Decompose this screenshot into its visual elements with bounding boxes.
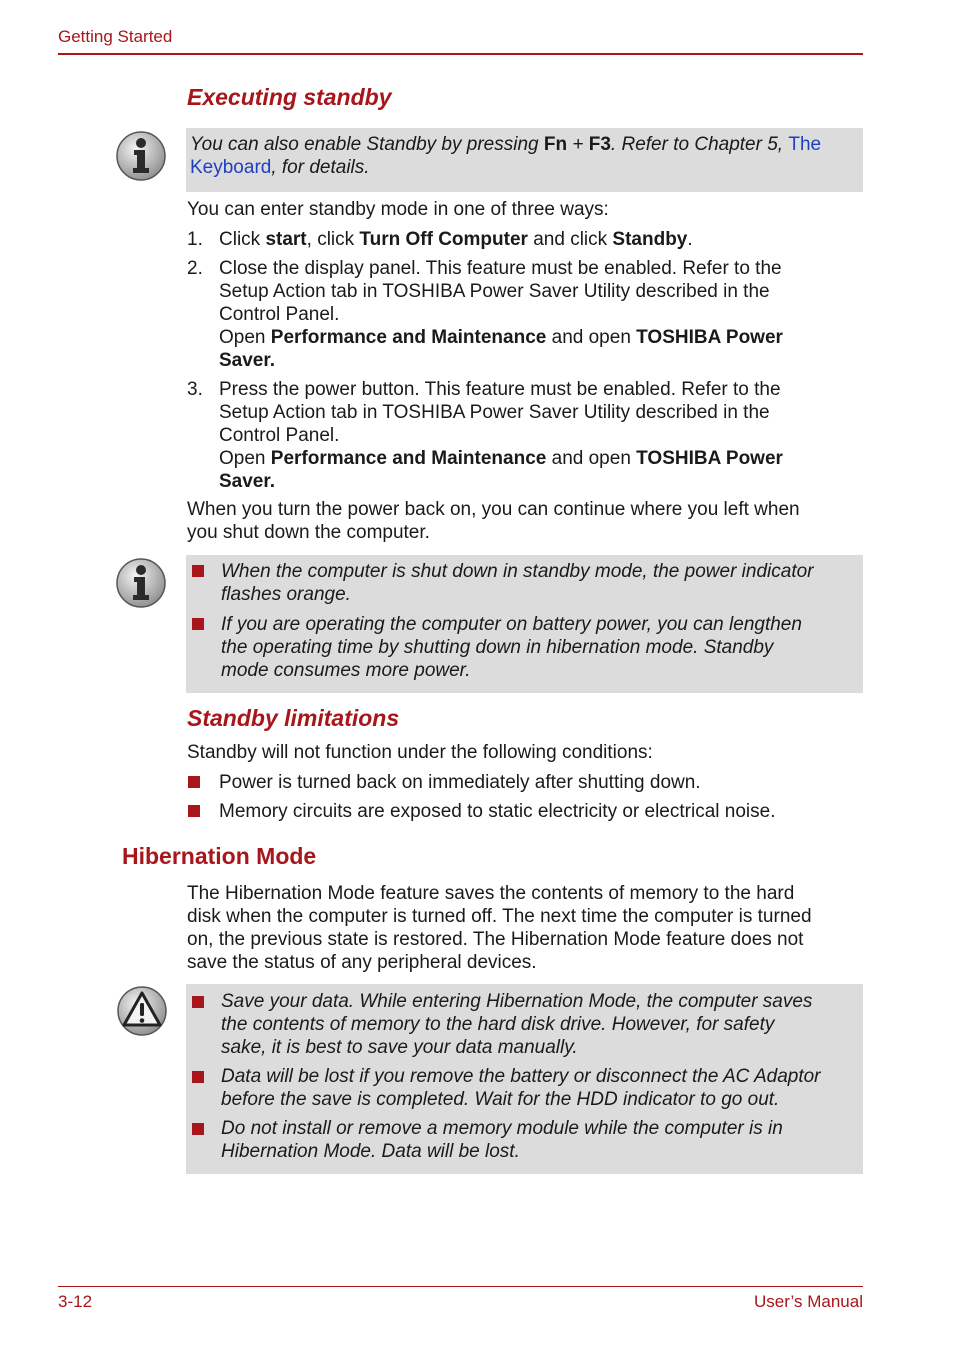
list-item: Data will be lost if you remove the battery or disconnect the AC Adaptor before the save is completed. Wait for the HDD indicator to go out. bbox=[221, 1066, 821, 1110]
list-item: Memory circuits are exposed to static electricity or electrical noise. bbox=[219, 801, 776, 822]
keyboard-chapter-link-cont[interactable]: Keyboard bbox=[190, 157, 272, 178]
step-number: 3. bbox=[187, 379, 203, 400]
list-item: Save your data. While entering Hibernation Mode, the computer saves the contents of memory to the hard disk drive. However, for safety sake, it is best to save your data manually. bbox=[221, 991, 813, 1058]
limitations-intro: Standby will not function under the following conditions: bbox=[187, 742, 653, 763]
bullet-square bbox=[188, 776, 200, 788]
bullet-square bbox=[192, 565, 204, 577]
info-icon bbox=[115, 557, 167, 609]
list-item: Do not install or remove a memory module while the computer is in Hibernation Mode. Data will be lost. bbox=[221, 1118, 783, 1162]
step-2: Close the display panel. This feature must be enabled. Refer to the Setup Action tab in TOSHIBA Power Saver Utility described in the Control Panel. Open Performance and Maintenance and open TOSHIBA Power Saver. bbox=[219, 258, 783, 371]
fn-key: Fn bbox=[543, 134, 568, 155]
standby-info-note bbox=[186, 555, 863, 693]
bullet-square bbox=[192, 618, 204, 630]
running-header: Getting Started bbox=[58, 27, 173, 46]
f3-key: F3 bbox=[588, 134, 611, 155]
page-number: 3-12 bbox=[58, 1292, 93, 1311]
hibernation-paragraph: The Hibernation Mode feature saves the contents of memory to the hard disk when the computer is turned off. The next time the computer is turned on, the previous state is restored. The Hibernation Mode feature does not save the status of any peripheral devices. bbox=[187, 883, 812, 973]
info-icon bbox=[115, 130, 167, 182]
heading-standby-limitations: Standby limitations bbox=[187, 705, 400, 731]
step-3: Press the power button. This feature must be enabled. Refer to the Setup Action tab in TOSHIBA Power Saver Utility described in the Control Panel. Open Performance and Maintenance and open TOSHIBA Power Saver. bbox=[219, 379, 783, 492]
step-number: 2. bbox=[187, 258, 203, 279]
bullet-square bbox=[192, 996, 204, 1008]
heading-executing-standby: Executing standby bbox=[187, 84, 392, 110]
header-rule bbox=[58, 53, 863, 55]
list-item: When the computer is shut down in standby mode, the power indicator flashes orange. bbox=[221, 561, 814, 605]
standby-shortcut-note: You can also enable Standby by pressing Fn + F3. Refer to Chapter 5, The Keyboard, for details. bbox=[186, 128, 863, 192]
hibernation-caution-note bbox=[186, 984, 863, 1174]
standby-intro: You can enter standby mode in one of three ways: bbox=[187, 199, 609, 220]
list-item: If you are operating the computer on battery power, you can lengthen the operating time by shutting down in hibernation mode. Standby mode consumes more power. bbox=[221, 614, 802, 681]
bullet-square bbox=[192, 1123, 204, 1135]
step-number: 1. bbox=[187, 229, 203, 250]
manual-title: User’s Manual bbox=[754, 1292, 863, 1311]
step-1: Click start, click Turn Off Computer and click Standby. bbox=[219, 229, 693, 250]
footer-rule bbox=[58, 1286, 863, 1287]
bullet-square bbox=[188, 805, 200, 817]
caution-icon bbox=[116, 985, 168, 1037]
keyboard-chapter-link[interactable]: The bbox=[788, 134, 822, 155]
bullet-square bbox=[192, 1071, 204, 1083]
resume-paragraph: When you turn the power back on, you can continue where you left when you shut down the computer. bbox=[187, 499, 800, 543]
list-item: Power is turned back on immediately after shutting down. bbox=[219, 772, 701, 793]
heading-hibernation-mode: Hibernation Mode bbox=[122, 843, 317, 869]
